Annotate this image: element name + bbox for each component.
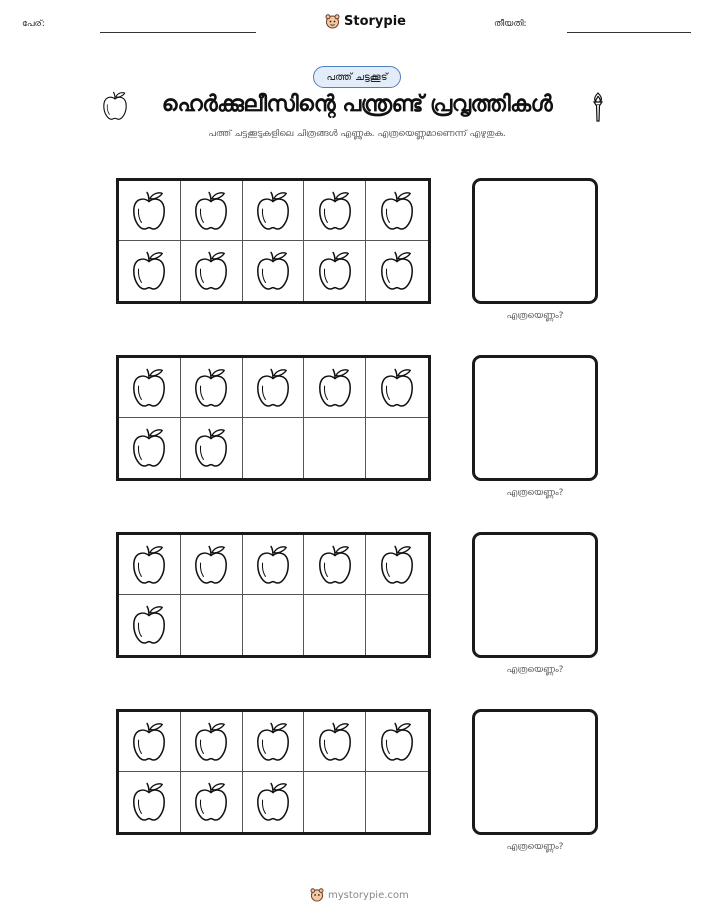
frame-cell [304, 241, 366, 301]
answer-label-2: എത്രയെണ്ണം? [506, 488, 564, 498]
frame-cell [366, 418, 428, 478]
apple-icon [192, 781, 230, 823]
frame-cell [304, 418, 366, 478]
apple-icon [192, 367, 230, 409]
frame-cell [304, 358, 366, 418]
frame-cell [243, 595, 305, 655]
frame-cell [304, 535, 366, 595]
frame-cell [366, 358, 428, 418]
apple-icon [192, 721, 230, 763]
frame-cell [119, 358, 181, 418]
page-title: ഹെർക്കുലീസിന്റെ പന്ത്രണ്ട് പ്രവൃത്തികൾ [161, 92, 553, 117]
apple-icon [316, 190, 354, 232]
storypie-mascot-icon [325, 13, 340, 30]
frame-cell [243, 241, 305, 301]
frame-cell [366, 535, 428, 595]
apple-icon [254, 190, 292, 232]
frame-cell [243, 772, 305, 832]
frame-cell [243, 535, 305, 595]
apple-icon [254, 781, 292, 823]
apple-icon [192, 190, 230, 232]
apple-icon [130, 367, 168, 409]
brand-name: Storypie [344, 14, 406, 29]
apple-icon [130, 721, 168, 763]
ten-frame-2 [116, 355, 431, 481]
frame-cell [119, 181, 181, 241]
frame-cell [181, 418, 243, 478]
frame-cell [181, 535, 243, 595]
frame-cell [119, 772, 181, 832]
frame-cell [304, 595, 366, 655]
frame-cell [243, 181, 305, 241]
frame-cell [304, 772, 366, 832]
topic-badge [313, 66, 401, 88]
torch-icon [590, 92, 606, 122]
frame-cell [181, 595, 243, 655]
answer-label-4: എത്രയെണ്ണം? [506, 842, 564, 852]
storypie-logo [325, 13, 406, 30]
frame-cell [304, 712, 366, 772]
apple-icon [130, 544, 168, 586]
apple-icon [254, 250, 292, 292]
answer-box-3[interactable] [472, 532, 598, 658]
apple-icon [192, 427, 230, 469]
apple-icon [254, 721, 292, 763]
apple-icon [130, 250, 168, 292]
ten-frame-4 [116, 709, 431, 835]
date-label: തീയതി: [494, 19, 527, 29]
apple-icon [316, 367, 354, 409]
apple-icon [130, 190, 168, 232]
answer-box-2[interactable] [472, 355, 598, 481]
instructions: പത്ത് ചട്ടക്കൂടുകളിലെ ചിത്രങ്ങൾ എണ്ണുക. എത്രയെണ്ണമാണെന്ന് എഴുതുക. [208, 129, 506, 139]
frame-cell [181, 712, 243, 772]
footer [310, 887, 409, 903]
answer-box-4[interactable] [472, 709, 598, 835]
ten-frame-1 [116, 178, 431, 304]
apple-icon [130, 427, 168, 469]
frame-cell [181, 241, 243, 301]
apple-icon [101, 90, 129, 122]
frame-cell [181, 772, 243, 832]
frame-cell [366, 712, 428, 772]
apple-icon [130, 781, 168, 823]
frame-cell [366, 595, 428, 655]
footer-url[interactable]: mystorypie.com [328, 889, 409, 901]
topic-badge-label: പത്ത് ചട്ടക്കൂട് [326, 71, 388, 83]
apple-icon [378, 250, 416, 292]
frame-cell [119, 241, 181, 301]
name-label: പേര്: [22, 19, 45, 29]
apple-icon [316, 544, 354, 586]
frame-cell [119, 595, 181, 655]
apple-icon [192, 544, 230, 586]
apple-icon [378, 721, 416, 763]
frame-cell [366, 772, 428, 832]
frame-cell [366, 241, 428, 301]
frame-cell [366, 181, 428, 241]
frame-cell [304, 181, 366, 241]
date-line[interactable] [567, 32, 691, 33]
frame-cell [243, 712, 305, 772]
ten-frame-3 [116, 532, 431, 658]
apple-icon [130, 604, 168, 646]
apple-icon [254, 367, 292, 409]
apple-icon [316, 250, 354, 292]
frame-cell [243, 418, 305, 478]
apple-icon [378, 544, 416, 586]
frame-cell [181, 358, 243, 418]
storypie-mascot-icon [310, 887, 324, 903]
frame-cell [181, 181, 243, 241]
frame-cell [119, 535, 181, 595]
answer-box-1[interactable] [472, 178, 598, 304]
answer-label-1: എത്രയെണ്ണം? [506, 311, 564, 321]
apple-icon [254, 544, 292, 586]
apple-icon [316, 721, 354, 763]
apple-icon [378, 367, 416, 409]
frame-cell [119, 712, 181, 772]
answer-label-3: എത്രയെണ്ണം? [506, 665, 564, 675]
apple-icon [192, 250, 230, 292]
apple-icon [378, 190, 416, 232]
frame-cell [119, 418, 181, 478]
name-line[interactable] [100, 32, 256, 33]
frame-cell [243, 358, 305, 418]
